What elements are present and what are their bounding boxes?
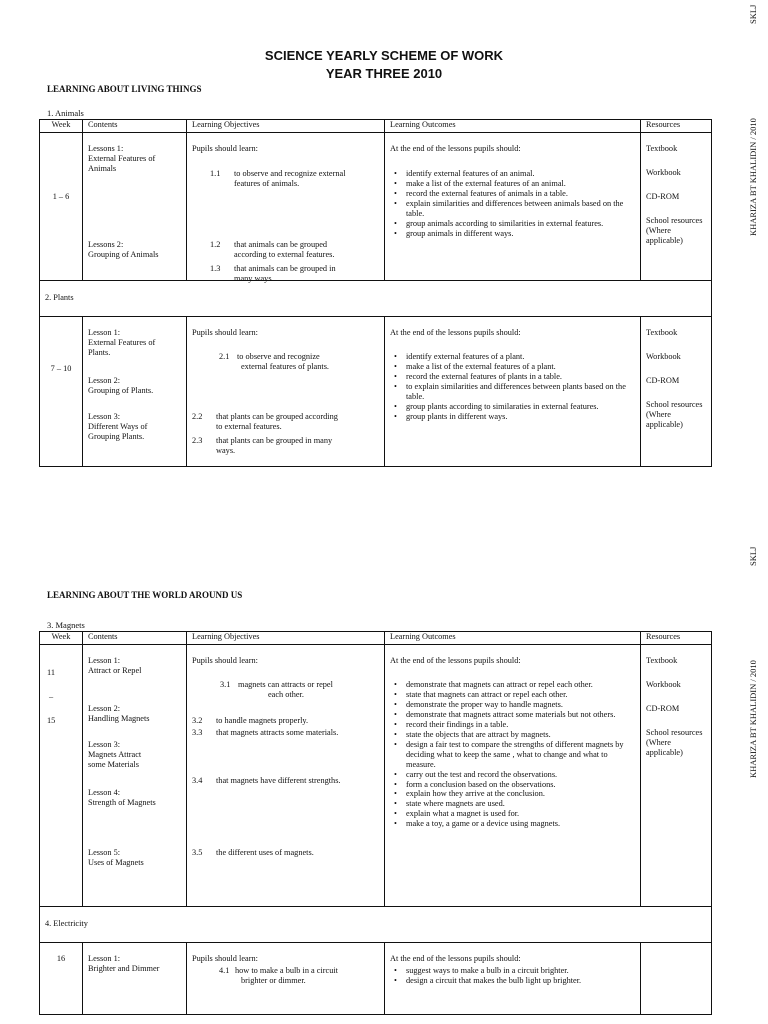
list-item: • design a circuit that makes the bulb light up brighter. bbox=[406, 976, 634, 986]
objective-number: 1.3 bbox=[210, 264, 221, 273]
lesson-block bbox=[88, 144, 155, 174]
objectives-cell bbox=[187, 317, 385, 467]
resource-item: CD-ROM bbox=[646, 192, 680, 201]
objective-text: external features of plants. bbox=[241, 361, 330, 371]
column-header: Resources bbox=[641, 120, 712, 133]
objective-number: 3.1 bbox=[220, 680, 231, 689]
objectives-intro: Pupils should learn: bbox=[192, 656, 258, 665]
lesson-title: Lesson 2: bbox=[88, 376, 121, 385]
lesson-title: Lesson 1: bbox=[88, 328, 121, 337]
contents-cell bbox=[83, 133, 187, 281]
column-header: Learning Objectives bbox=[187, 632, 385, 645]
objectives-cell bbox=[187, 943, 385, 1015]
list-item: • to explain similarities and differences between plants based on the table. bbox=[406, 382, 634, 402]
table-row bbox=[40, 317, 712, 467]
list-item: • group animals according to similarities in external features. bbox=[406, 219, 634, 229]
outcomes-cell bbox=[385, 133, 641, 281]
resources-cell bbox=[641, 317, 712, 467]
lesson-name: External Features of bbox=[88, 337, 156, 347]
column-header: Week bbox=[40, 632, 83, 645]
lesson-name: Handling Magnets bbox=[88, 713, 150, 723]
outcomes-list bbox=[390, 169, 634, 239]
subsection-label: 2. Plants bbox=[40, 281, 712, 317]
lesson-block bbox=[88, 240, 159, 260]
contents-cell bbox=[83, 943, 187, 1015]
column-header: Learning Objectives bbox=[187, 120, 385, 133]
outcomes-list bbox=[390, 680, 634, 829]
objective-text: to external features. bbox=[216, 421, 282, 431]
objective-text: to handle magnets properly. bbox=[216, 716, 309, 725]
list-item: • group plants according to similaraties in external features. bbox=[406, 402, 634, 412]
objective-text: the different uses of magnets. bbox=[216, 848, 314, 857]
lesson-title: Lesson 1: bbox=[88, 954, 121, 963]
lesson-block bbox=[88, 376, 153, 396]
lesson-name: External Features of bbox=[88, 153, 156, 163]
scheme-table-1 bbox=[39, 119, 712, 467]
column-header: Learning Outcomes bbox=[385, 120, 641, 133]
week-cell bbox=[40, 645, 83, 907]
objective-text: to observe and recognize bbox=[237, 352, 320, 361]
objective-number: 2.1 bbox=[219, 352, 230, 361]
lesson-title: Lesson 1: bbox=[88, 656, 121, 665]
objective-item bbox=[210, 264, 336, 284]
outcomes-intro: At the end of the lessons pupils should: bbox=[390, 656, 521, 665]
resource-item: Textbook bbox=[646, 144, 678, 153]
objective-text: that plants can be grouped according bbox=[216, 412, 338, 421]
objective-number: 4.1 bbox=[219, 966, 230, 975]
contents-cell bbox=[83, 317, 187, 467]
lesson-title: Lesson 2: bbox=[88, 704, 121, 713]
lesson-name: Different Ways of bbox=[88, 421, 148, 431]
list-item: • design a fair test to compare the strengths of different magnets by deciding what to keep the same , what to change and what to measure. bbox=[406, 740, 634, 770]
objective-number: 1.1 bbox=[210, 169, 221, 178]
resources-cell bbox=[641, 943, 712, 1015]
list-item: • form a conclusion based on the observations. bbox=[406, 780, 634, 790]
objective-number: 3.5 bbox=[192, 848, 203, 857]
objectives-cell bbox=[187, 645, 385, 907]
list-item: • record the external features of plants in a table. bbox=[406, 372, 634, 382]
resource-item: Workbook bbox=[646, 680, 681, 689]
outcomes-list bbox=[390, 352, 634, 422]
resource-item: Workbook bbox=[646, 352, 681, 361]
resource-item: School resources (Where applicable) bbox=[646, 400, 703, 429]
column-header: Week bbox=[40, 120, 83, 133]
lesson-name: Brighter and Dimmer bbox=[88, 963, 160, 973]
lesson-name: Animals bbox=[88, 163, 117, 173]
week-cell bbox=[40, 133, 83, 281]
week-cell bbox=[40, 317, 83, 467]
table-row bbox=[40, 645, 712, 907]
list-item: • explain similarities and differences between animals based on the table. bbox=[406, 199, 634, 219]
resource-item: Workbook bbox=[646, 168, 681, 177]
week-label: 16 bbox=[56, 954, 66, 963]
list-item: • make a list of the external features of an animal. bbox=[406, 179, 634, 189]
lesson-block bbox=[88, 788, 156, 808]
objective-item bbox=[220, 680, 333, 700]
objective-text: each other. bbox=[268, 689, 304, 699]
scheme-table-2 bbox=[39, 631, 712, 1015]
column-header: Learning Outcomes bbox=[385, 632, 641, 645]
week-cell bbox=[40, 943, 83, 1015]
lesson-title: Lesson 3: bbox=[88, 412, 121, 421]
objectives-intro: Pupils should learn: bbox=[192, 328, 258, 337]
side-school-label: SKLJ bbox=[748, 4, 758, 24]
objective-item bbox=[192, 436, 332, 456]
resource-item: CD-ROM bbox=[646, 376, 680, 385]
objective-number: 3.3 bbox=[192, 728, 203, 737]
objective-item bbox=[210, 169, 346, 189]
outcomes-cell bbox=[385, 943, 641, 1015]
lesson-name: Uses of Magnets bbox=[88, 857, 144, 867]
objective-number: 3.4 bbox=[192, 776, 203, 785]
side-school-label: SKLJ bbox=[748, 546, 758, 566]
lesson-title: Lessons 2: bbox=[88, 240, 124, 249]
resource-item: School resources (Where applicable) bbox=[646, 728, 703, 757]
objective-item bbox=[192, 728, 338, 738]
objective-text: how to make a bulb in a circuit bbox=[235, 966, 338, 975]
outcomes-cell bbox=[385, 317, 641, 467]
objective-text: many ways. bbox=[234, 273, 274, 283]
week-label: – bbox=[49, 692, 54, 701]
column-header: Contents bbox=[83, 120, 187, 133]
outcomes-intro: At the end of the lessons pupils should: bbox=[390, 144, 521, 153]
list-item: • state where magnets are used. bbox=[406, 799, 634, 809]
week-label: 1 – 6 bbox=[52, 192, 70, 201]
lesson-name: Attract or Repel bbox=[88, 665, 142, 675]
objective-item bbox=[192, 848, 314, 858]
resource-item: School resources (Where applicable) bbox=[646, 216, 703, 245]
objective-text: that plants can be grouped in many bbox=[216, 436, 333, 445]
outcomes-list bbox=[390, 966, 634, 986]
subsection-label: 4. Electricity bbox=[40, 907, 712, 943]
objective-text: that magnets have different strengths. bbox=[216, 776, 341, 785]
list-item: • explain what a magnet is used for. bbox=[406, 809, 634, 819]
list-item: • group animals in different ways. bbox=[406, 229, 634, 239]
table-row bbox=[40, 133, 712, 281]
list-item: • demonstrate that magnets attract some materials but not others. bbox=[406, 710, 634, 720]
week-label: 15 bbox=[47, 716, 56, 725]
lesson-block bbox=[88, 656, 141, 676]
page-subtitle: YEAR THREE 2010 bbox=[325, 66, 443, 81]
lesson-block bbox=[88, 848, 144, 868]
contents-cell bbox=[83, 645, 187, 907]
objective-text: that animals can be grouped in bbox=[234, 264, 336, 273]
lesson-block bbox=[88, 412, 147, 442]
page-title: SCIENCE YEARLY SCHEME OF WORK bbox=[264, 48, 504, 63]
list-item: • suggest ways to make a bulb in a circuit brighter. bbox=[406, 966, 634, 976]
list-item: • record the external features of animals in a table. bbox=[406, 189, 634, 199]
lesson-title: Lesson 4: bbox=[88, 788, 121, 797]
objective-number: 2.2 bbox=[192, 412, 203, 421]
list-item: • explain how they arrive at the conclusion. bbox=[406, 789, 634, 799]
list-item: • state the objects that are attract by magnets. bbox=[406, 730, 634, 740]
lesson-title: Lesson 5: bbox=[88, 848, 121, 857]
list-item: • group plants in different ways. bbox=[406, 412, 634, 422]
side-author-label: KHARIZA BT KHALIDIN / 2010 bbox=[748, 660, 758, 778]
week-label: 11 bbox=[47, 668, 55, 677]
list-item: • state that magnets can attract or repel each other. bbox=[406, 690, 634, 700]
list-item: • demonstrate the proper way to handle magnets. bbox=[406, 700, 634, 710]
table-row bbox=[40, 943, 712, 1015]
objectives-cell bbox=[187, 133, 385, 281]
list-item: • carry out the test and record the observations. bbox=[406, 770, 634, 780]
table-row bbox=[40, 281, 712, 317]
outcomes-intro: At the end of the lessons pupils should: bbox=[390, 328, 521, 337]
list-item: • make a toy, a game or a device using magnets. bbox=[406, 819, 634, 829]
objective-item bbox=[219, 966, 338, 986]
lesson-block bbox=[88, 704, 150, 724]
list-item: • demonstrate that magnets can attract or repel each other. bbox=[406, 680, 634, 690]
objective-text: brighter or dimmer. bbox=[241, 975, 306, 985]
lesson-name: Plants. bbox=[88, 347, 111, 357]
week-label: 7 – 10 bbox=[50, 364, 72, 373]
lesson-name: Grouping of Animals bbox=[88, 249, 159, 259]
section-heading: LEARNING ABOUT THE WORLD AROUND US bbox=[47, 590, 243, 600]
objective-text: magnets can attracts or repel bbox=[238, 680, 333, 689]
objective-text: that magnets attracts some materials. bbox=[216, 728, 339, 737]
lesson-name: Strength of Magnets bbox=[88, 797, 156, 807]
objective-item bbox=[210, 240, 334, 260]
objective-text: according to external features. bbox=[234, 249, 335, 259]
lesson-block bbox=[88, 328, 155, 358]
resources-cell bbox=[641, 645, 712, 907]
objective-number: 2.3 bbox=[192, 436, 203, 445]
section-subheading: 3. Magnets bbox=[47, 620, 85, 630]
resource-item: CD-ROM bbox=[646, 704, 680, 713]
column-header: Resources bbox=[641, 632, 712, 645]
list-item: • make a list of the external features of a plant. bbox=[406, 362, 634, 372]
lesson-name: Magnets Attract bbox=[88, 749, 142, 759]
outcomes-cell bbox=[385, 645, 641, 907]
objective-text: features of animals. bbox=[234, 178, 300, 188]
lesson-title: Lessons 1: bbox=[88, 144, 124, 153]
objectives-intro: Pupils should learn: bbox=[192, 144, 258, 153]
list-item: • identify external features of an animal. bbox=[406, 169, 634, 179]
lesson-title: Lesson 3: bbox=[88, 740, 121, 749]
resources-cell bbox=[641, 133, 712, 281]
objective-text: to observe and recognize external bbox=[234, 169, 346, 178]
section-subheading: 1. Animals bbox=[47, 108, 84, 118]
objective-item bbox=[192, 412, 338, 432]
list-item: • identify external features of a plant. bbox=[406, 352, 634, 362]
lesson-name: Grouping of Plants. bbox=[88, 385, 154, 395]
resource-item: Textbook bbox=[646, 656, 678, 665]
section-heading: LEARNING ABOUT LIVING THINGS bbox=[47, 84, 202, 94]
objective-number: 1.2 bbox=[210, 240, 221, 249]
objective-text: that animals can be grouped bbox=[234, 240, 328, 249]
list-item: • record their findings in a table. bbox=[406, 720, 634, 730]
side-author-label: KHARIZA BT KHALIDIN / 2010 bbox=[748, 118, 758, 236]
resource-item: Textbook bbox=[646, 328, 678, 337]
objective-item bbox=[192, 716, 308, 726]
column-header: Contents bbox=[83, 632, 187, 645]
lesson-block bbox=[88, 740, 141, 770]
objective-item bbox=[219, 352, 329, 372]
table-header-row bbox=[40, 120, 712, 133]
lesson-name: some Materials bbox=[88, 759, 139, 769]
lesson-block bbox=[88, 954, 159, 974]
objective-text: ways. bbox=[216, 445, 236, 455]
outcomes-intro: At the end of the lessons pupils should: bbox=[390, 954, 521, 963]
lesson-name: Grouping Plants. bbox=[88, 431, 145, 441]
table-header-row bbox=[40, 632, 712, 645]
objective-item bbox=[192, 776, 341, 786]
objectives-intro: Pupils should learn: bbox=[192, 954, 258, 963]
table-row bbox=[40, 907, 712, 943]
objective-number: 3.2 bbox=[192, 716, 203, 725]
